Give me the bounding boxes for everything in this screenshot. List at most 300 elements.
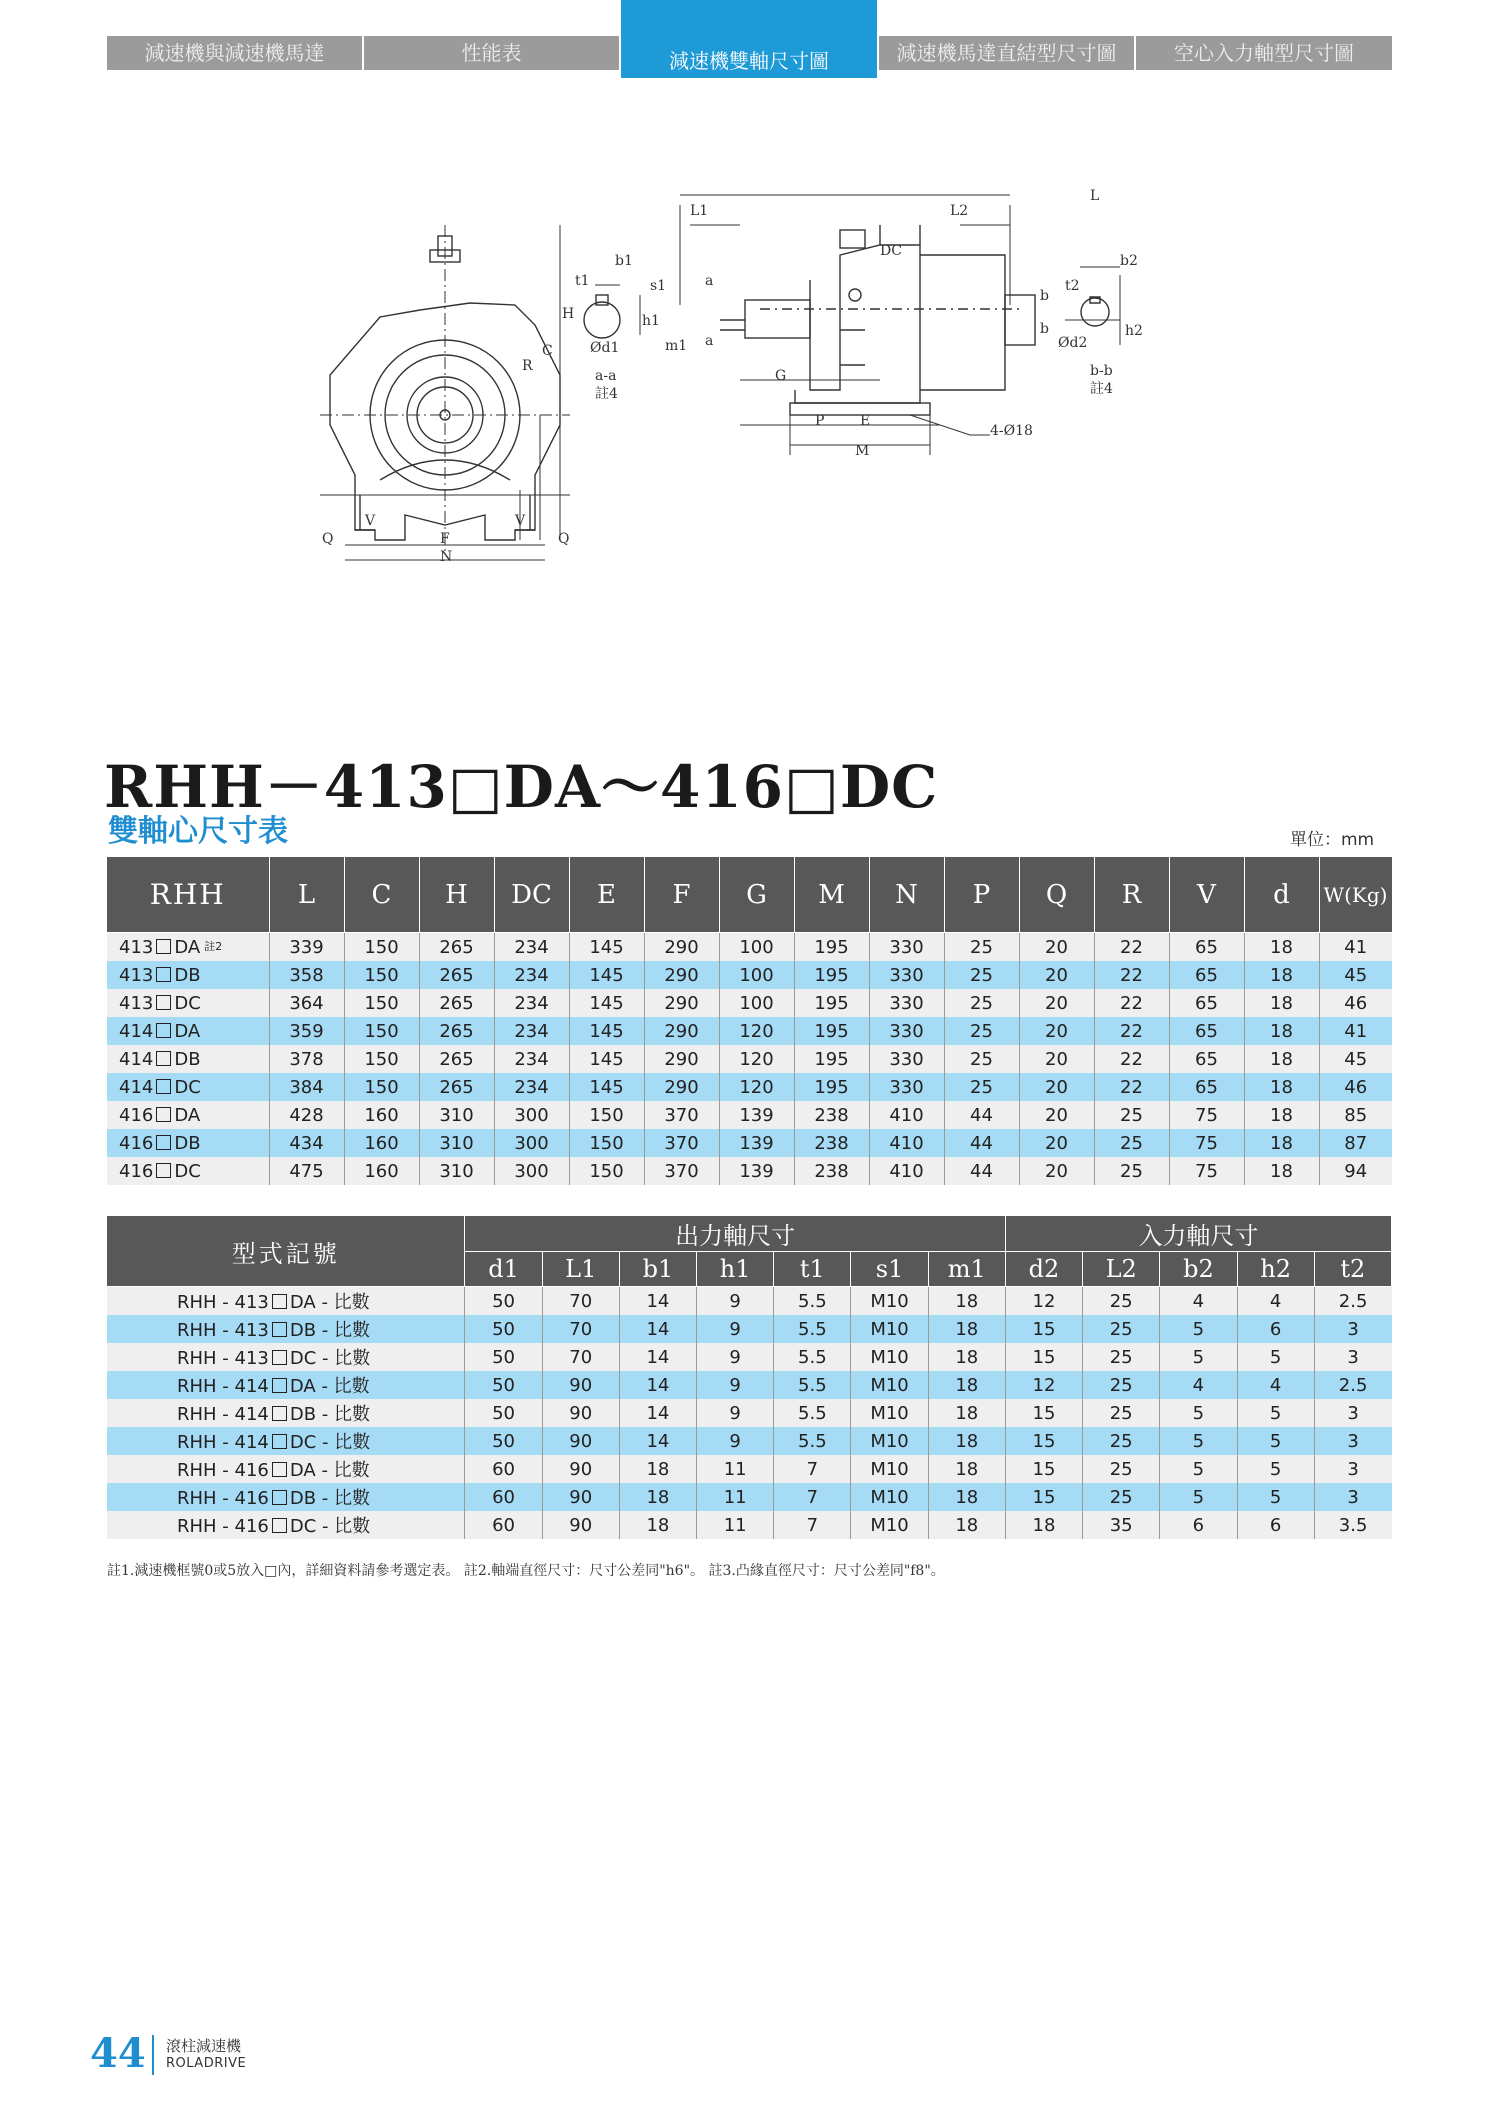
- table-cell: 18: [1244, 1073, 1319, 1101]
- section-label-aa: a-a: [595, 368, 617, 384]
- table-row: [107, 1483, 1392, 1511]
- tab-double-shaft-dimensions[interactable]: 減速機雙軸尺寸圖: [621, 0, 877, 78]
- table-cell: 45: [1319, 961, 1392, 989]
- dim-label-E: E: [860, 413, 871, 429]
- dim-label-G: G: [775, 368, 787, 384]
- table-cell: 5: [1237, 1427, 1314, 1455]
- table-cell: 310: [419, 1157, 494, 1185]
- frame-number: 413: [119, 964, 154, 986]
- tab-performance[interactable]: 性能表: [364, 36, 619, 70]
- frame-box: [156, 1135, 171, 1150]
- table-cell: 100: [719, 933, 794, 962]
- frame-box: [272, 1434, 287, 1449]
- table-cell: 25: [1094, 1157, 1169, 1185]
- table-cell: 25: [1083, 1483, 1160, 1511]
- table-cell: 14: [619, 1399, 696, 1427]
- table-cell: 5.5: [774, 1427, 851, 1455]
- frame-box: [272, 1378, 287, 1393]
- col-header: Q: [1019, 857, 1094, 933]
- model-cell: [107, 1157, 269, 1185]
- table-cell: M10: [851, 1371, 928, 1399]
- table-cell: 18: [928, 1511, 1005, 1539]
- model-suffix: DB: [174, 1048, 201, 1070]
- table-cell: 5: [1160, 1315, 1237, 1343]
- table-cell: 45: [1319, 1045, 1392, 1073]
- col-header: RHH: [107, 857, 269, 933]
- table-cell: 22: [1094, 961, 1169, 989]
- model-prefix: RHH - 416: [177, 1488, 269, 1509]
- note4-label-right: 註4: [1090, 381, 1113, 397]
- table-cell: 5.5: [774, 1371, 851, 1399]
- table-cell: 90: [542, 1427, 619, 1455]
- shaft-table-group-header: [107, 1216, 1392, 1252]
- model-code-cell: [107, 1287, 465, 1316]
- table-cell: 18: [928, 1483, 1005, 1511]
- frame-box: [156, 939, 171, 954]
- table-cell: 50: [465, 1315, 542, 1343]
- table-row: [107, 1343, 1392, 1371]
- table-cell: 310: [419, 1129, 494, 1157]
- model-suffix: DA - 比數: [289, 1376, 370, 1397]
- model-code-cell: [107, 1371, 465, 1399]
- tab-reducer-and-motor[interactable]: 減速機與減速機馬達: [107, 36, 362, 70]
- model-code-cell: [107, 1427, 465, 1455]
- frame-box: [156, 1079, 171, 1094]
- frame-box: [156, 1051, 171, 1066]
- table-cell: 65: [1169, 989, 1244, 1017]
- table-cell: 6: [1237, 1511, 1314, 1539]
- table-cell: 87: [1319, 1129, 1392, 1157]
- dim-label-a-bottom: a: [705, 333, 714, 349]
- table-cell: 14: [619, 1343, 696, 1371]
- model-code-cell: [107, 1511, 465, 1539]
- model-prefix: RHH - 414: [177, 1404, 269, 1425]
- dim-label-P: P: [815, 413, 825, 429]
- dim-label-b2: b2: [1120, 253, 1138, 269]
- table-cell: 330: [869, 1017, 944, 1045]
- col-header: N: [869, 857, 944, 933]
- dim-label-L: L: [1090, 188, 1100, 204]
- footnotes: 註1.減速機框號0或5放入□內，詳細資料請參考選定表。 註2.軸端直徑尺寸：尺寸公差同"h6"。 註3.凸緣直徑尺寸：尺寸公差同"f8"。: [107, 1563, 945, 1579]
- dimension-table-body: [107, 933, 1392, 1186]
- table-cell: 25: [944, 1017, 1019, 1045]
- table-cell: 265: [419, 1017, 494, 1045]
- table-cell: 150: [569, 1157, 644, 1185]
- dimension-table: [107, 857, 1393, 1185]
- table-cell: 265: [419, 1045, 494, 1073]
- model-prefix: RHH - 414: [177, 1432, 269, 1453]
- tab-direct-motor-dimensions[interactable]: 減速機馬達直結型尺寸圖: [879, 36, 1134, 70]
- table-cell: 65: [1169, 933, 1244, 962]
- model-suffix: DA - 比數: [289, 1292, 370, 1313]
- shaft-table: [107, 1216, 1392, 1539]
- dim-label-hole: 4-Ø18: [990, 423, 1033, 439]
- table-cell: 290: [644, 933, 719, 962]
- table-cell: 46: [1319, 989, 1392, 1017]
- dimension-table-header: [107, 857, 1392, 933]
- table-cell: 18: [1244, 1101, 1319, 1129]
- table-cell: 25: [944, 1073, 1019, 1101]
- frame-box: [156, 967, 171, 982]
- table-cell: 5.5: [774, 1399, 851, 1427]
- table-cell: 4: [1160, 1287, 1237, 1316]
- model-cell: [107, 1101, 269, 1129]
- table-cell: 18: [928, 1315, 1005, 1343]
- table-row: [107, 1371, 1392, 1399]
- table-cell: 20: [1019, 1129, 1094, 1157]
- table-cell: 50: [465, 1427, 542, 1455]
- model-code-header: 型式記號: [107, 1216, 465, 1287]
- table-cell: 5: [1237, 1399, 1314, 1427]
- table-row: [107, 1455, 1392, 1483]
- table-cell: 120: [719, 1017, 794, 1045]
- table-cell: 22: [1094, 1017, 1169, 1045]
- table-cell: 150: [344, 989, 419, 1017]
- table-cell: 15: [1005, 1483, 1082, 1511]
- table-cell: 44: [944, 1101, 1019, 1129]
- table-cell: 234: [494, 933, 569, 962]
- table-row: [107, 1017, 1392, 1045]
- table-row: [107, 1157, 1392, 1185]
- table-cell: 14: [619, 1315, 696, 1343]
- table-cell: 15: [1005, 1399, 1082, 1427]
- unit-label: 單位：mm: [1290, 830, 1375, 850]
- table-cell: 18: [928, 1399, 1005, 1427]
- table-cell: 3: [1314, 1483, 1391, 1511]
- table-cell: 330: [869, 961, 944, 989]
- table-cell: 70: [542, 1343, 619, 1371]
- dim-label-N: N: [440, 549, 453, 565]
- table-cell: 18: [619, 1511, 696, 1539]
- model-code-cell: [107, 1483, 465, 1511]
- table-cell: 65: [1169, 1045, 1244, 1073]
- table-cell: 234: [494, 989, 569, 1017]
- table-cell: 4: [1160, 1371, 1237, 1399]
- page-title: RHH－413□DA～416□DC: [104, 753, 939, 821]
- table-cell: 44: [944, 1129, 1019, 1157]
- model-cell: [107, 961, 269, 989]
- table-cell: 18: [1244, 1129, 1319, 1157]
- table-cell: 145: [569, 1045, 644, 1073]
- table-cell: 75: [1169, 1157, 1244, 1185]
- table-cell: 9: [697, 1427, 774, 1455]
- table-cell: 35: [1083, 1511, 1160, 1539]
- table-cell: 3.5: [1314, 1511, 1391, 1539]
- col-header: L1: [542, 1252, 619, 1287]
- table-cell: 18: [619, 1455, 696, 1483]
- model-suffix: DC: [174, 1076, 201, 1098]
- table-cell: 4: [1237, 1287, 1314, 1316]
- table-cell: 4: [1237, 1371, 1314, 1399]
- frame-box: [156, 1023, 171, 1038]
- table-cell: 25: [1094, 1101, 1169, 1129]
- table-cell: 60: [465, 1483, 542, 1511]
- table-cell: 5: [1237, 1455, 1314, 1483]
- dim-label-t2: t2: [1065, 278, 1080, 294]
- table-cell: 12: [1005, 1371, 1082, 1399]
- table-cell: 65: [1169, 961, 1244, 989]
- table-cell: 234: [494, 1017, 569, 1045]
- frame-box: [156, 995, 171, 1010]
- table-cell: 145: [569, 1073, 644, 1101]
- table-cell: 150: [344, 1017, 419, 1045]
- table-cell: 85: [1319, 1101, 1392, 1129]
- dim-label-DC: DC: [880, 243, 902, 259]
- col-header: t1: [774, 1252, 851, 1287]
- table-row: [107, 1427, 1392, 1455]
- table-cell: 94: [1319, 1157, 1392, 1185]
- table-cell: 75: [1169, 1101, 1244, 1129]
- input-shaft-header: 入力軸尺寸: [1005, 1216, 1391, 1252]
- table-cell: 195: [794, 1045, 869, 1073]
- table-cell: 139: [719, 1157, 794, 1185]
- table-cell: 18: [1244, 1017, 1319, 1045]
- table-cell: 384: [269, 1073, 344, 1101]
- dim-label-L1: L1: [690, 203, 709, 219]
- col-header: L: [269, 857, 344, 933]
- col-header: V: [1169, 857, 1244, 933]
- table-cell: 25: [1083, 1287, 1160, 1316]
- table-cell: 20: [1019, 1101, 1094, 1129]
- model-suffix: DB - 比數: [289, 1404, 371, 1425]
- table-cell: 90: [542, 1483, 619, 1511]
- table-cell: 300: [494, 1101, 569, 1129]
- table-cell: 90: [542, 1511, 619, 1539]
- table-cell: 20: [1019, 1073, 1094, 1101]
- dim-label-a-top: a: [705, 273, 714, 289]
- col-header: R: [1094, 857, 1169, 933]
- table-row: [107, 1129, 1392, 1157]
- model-code-cell: [107, 1343, 465, 1371]
- col-header: F: [644, 857, 719, 933]
- tab-hollow-shaft-dimensions[interactable]: 空心入力軸型尺寸圖: [1136, 36, 1392, 70]
- table-cell: 41: [1319, 933, 1392, 962]
- model-code-cell: [107, 1399, 465, 1427]
- model-prefix: RHH - 416: [177, 1516, 269, 1537]
- table-cell: 50: [465, 1287, 542, 1316]
- dim-label-h2: h2: [1125, 323, 1143, 339]
- section-tabs: [107, 0, 1392, 78]
- table-cell: 3: [1314, 1315, 1391, 1343]
- table-cell: 410: [869, 1101, 944, 1129]
- shaft-table-body: [107, 1287, 1392, 1540]
- table-cell: 18: [928, 1287, 1005, 1316]
- table-row: [107, 1315, 1392, 1343]
- table-cell: 7: [774, 1511, 851, 1539]
- table-cell: 75: [1169, 1129, 1244, 1157]
- dim-label-m1: m1: [665, 338, 688, 354]
- model-prefix: RHH - 414: [177, 1376, 269, 1397]
- table-cell: 41: [1319, 1017, 1392, 1045]
- table-cell: 265: [419, 1073, 494, 1101]
- model-cell: [107, 989, 269, 1017]
- table-cell: 150: [344, 933, 419, 962]
- model-suffix: DC - 比數: [289, 1516, 371, 1537]
- table-cell: 15: [1005, 1455, 1082, 1483]
- dim-label-H: H: [562, 306, 575, 322]
- table-cell: M10: [851, 1483, 928, 1511]
- table-cell: 20: [1019, 933, 1094, 962]
- col-header: t2: [1314, 1252, 1391, 1287]
- table-cell: M10: [851, 1511, 928, 1539]
- model-cell: [107, 1073, 269, 1101]
- col-header: d2: [1005, 1252, 1082, 1287]
- table-cell: 370: [644, 1129, 719, 1157]
- table-cell: 18: [1244, 1157, 1319, 1185]
- table-cell: 20: [1019, 1017, 1094, 1045]
- dim-label-V-right: V: [515, 513, 526, 529]
- frame-box: [272, 1294, 287, 1309]
- table-cell: 5: [1237, 1483, 1314, 1511]
- table-cell: 18: [1244, 1045, 1319, 1073]
- frame-number: 414: [119, 1076, 154, 1098]
- table-cell: 6: [1160, 1511, 1237, 1539]
- table-cell: 90: [542, 1399, 619, 1427]
- model-cell: [107, 1129, 269, 1157]
- table-cell: 234: [494, 1073, 569, 1101]
- table-row: [107, 1045, 1392, 1073]
- table-cell: 238: [794, 1157, 869, 1185]
- table-cell: 5: [1160, 1427, 1237, 1455]
- table-cell: 100: [719, 989, 794, 1017]
- col-header: M: [794, 857, 869, 933]
- table-cell: 25: [1083, 1343, 1160, 1371]
- table-cell: 195: [794, 1073, 869, 1101]
- dim-label-s1: s1: [650, 278, 667, 294]
- table-cell: 139: [719, 1101, 794, 1129]
- table-cell: 25: [1094, 1129, 1169, 1157]
- col-header: L2: [1083, 1252, 1160, 1287]
- table-cell: 290: [644, 989, 719, 1017]
- table-cell: 65: [1169, 1073, 1244, 1101]
- table-cell: 310: [419, 1101, 494, 1129]
- brand-name-cn: 滾柱減速機: [166, 2037, 242, 2055]
- table-cell: 160: [344, 1129, 419, 1157]
- table-cell: 160: [344, 1157, 419, 1185]
- table-cell: 18: [1244, 989, 1319, 1017]
- dim-label-Q-left: Q: [322, 531, 334, 547]
- table-cell: 20: [1019, 1157, 1094, 1185]
- col-header: b1: [619, 1252, 696, 1287]
- model-cell: [107, 1017, 269, 1045]
- table-cell: 160: [344, 1101, 419, 1129]
- dim-label-b-bottom: b: [1040, 321, 1049, 337]
- table-cell: 15: [1005, 1315, 1082, 1343]
- table-cell: 25: [1083, 1399, 1160, 1427]
- table-cell: 145: [569, 989, 644, 1017]
- table-cell: 9: [697, 1315, 774, 1343]
- table-cell: 120: [719, 1045, 794, 1073]
- dim-label-F: F: [440, 531, 450, 547]
- dimension-drawing-svg: [320, 188, 1400, 645]
- table-cell: 145: [569, 933, 644, 962]
- table-cell: 11: [697, 1511, 774, 1539]
- frame-number: 414: [119, 1020, 154, 1042]
- table-cell: 150: [569, 1101, 644, 1129]
- table-cell: 14: [619, 1427, 696, 1455]
- table-cell: 145: [569, 1017, 644, 1045]
- col-header: m1: [928, 1252, 1005, 1287]
- table-cell: 22: [1094, 989, 1169, 1017]
- table-cell: 50: [465, 1399, 542, 1427]
- table-cell: 9: [697, 1287, 774, 1316]
- brand-name-en: ROLADRIVE: [166, 2056, 247, 2071]
- table-cell: 60: [465, 1511, 542, 1539]
- output-shaft-header: 出力軸尺寸: [465, 1216, 1005, 1252]
- frame-box: [156, 1163, 171, 1178]
- col-header: C: [344, 857, 419, 933]
- table-cell: 18: [928, 1455, 1005, 1483]
- frame-box: [272, 1490, 287, 1505]
- table-cell: 9: [697, 1343, 774, 1371]
- table-cell: M10: [851, 1287, 928, 1316]
- table-cell: M10: [851, 1315, 928, 1343]
- dim-label-Q-right: Q: [558, 531, 570, 547]
- table-cell: 70: [542, 1287, 619, 1316]
- table-cell: 25: [1083, 1371, 1160, 1399]
- table-cell: 20: [1019, 1045, 1094, 1073]
- frame-number: 414: [119, 1048, 154, 1070]
- table-cell: 238: [794, 1101, 869, 1129]
- table-cell: 18: [928, 1427, 1005, 1455]
- table-cell: 290: [644, 961, 719, 989]
- frame-number: 416: [119, 1104, 154, 1126]
- table-cell: 290: [644, 1045, 719, 1073]
- table-cell: 330: [869, 1045, 944, 1073]
- frame-number: 413: [119, 992, 154, 1014]
- table-cell: 265: [419, 961, 494, 989]
- model-cell: [107, 933, 269, 962]
- frame-number: 416: [119, 1132, 154, 1154]
- table-cell: 150: [344, 1073, 419, 1101]
- table-cell: 60: [465, 1455, 542, 1483]
- table-cell: 370: [644, 1157, 719, 1185]
- table-cell: 300: [494, 1129, 569, 1157]
- table-cell: 100: [719, 961, 794, 989]
- table-cell: 290: [644, 1073, 719, 1101]
- table-cell: 50: [465, 1371, 542, 1399]
- table-cell: 195: [794, 1017, 869, 1045]
- table-cell: 5: [1160, 1455, 1237, 1483]
- table-cell: 7: [774, 1455, 851, 1483]
- frame-box: [272, 1322, 287, 1337]
- model-suffix: DB - 比數: [289, 1320, 371, 1341]
- model-suffix: DA: [174, 936, 201, 958]
- table-cell: M10: [851, 1343, 928, 1371]
- dim-label-M: M: [855, 443, 870, 459]
- table-row: [107, 1287, 1392, 1316]
- table-cell: 330: [869, 1073, 944, 1101]
- col-header: E: [569, 857, 644, 933]
- table-cell: 434: [269, 1129, 344, 1157]
- model-prefix: RHH - 413: [177, 1348, 269, 1369]
- table-cell: 475: [269, 1157, 344, 1185]
- model-suffix: DB: [174, 964, 201, 986]
- table-cell: 234: [494, 961, 569, 989]
- dim-label-d1: Ød1: [590, 340, 620, 356]
- table-cell: 18: [1244, 933, 1319, 962]
- table-cell: 25: [944, 989, 1019, 1017]
- dim-label-d2: Ød2: [1058, 335, 1088, 351]
- dim-label-V-left: V: [365, 513, 376, 529]
- frame-box: [272, 1406, 287, 1421]
- dim-label-h1: h1: [642, 313, 660, 329]
- table-row: [107, 1101, 1392, 1129]
- model-code-cell: [107, 1455, 465, 1483]
- table-row: [107, 1511, 1392, 1539]
- table-cell: 428: [269, 1101, 344, 1129]
- table-cell: 120: [719, 1073, 794, 1101]
